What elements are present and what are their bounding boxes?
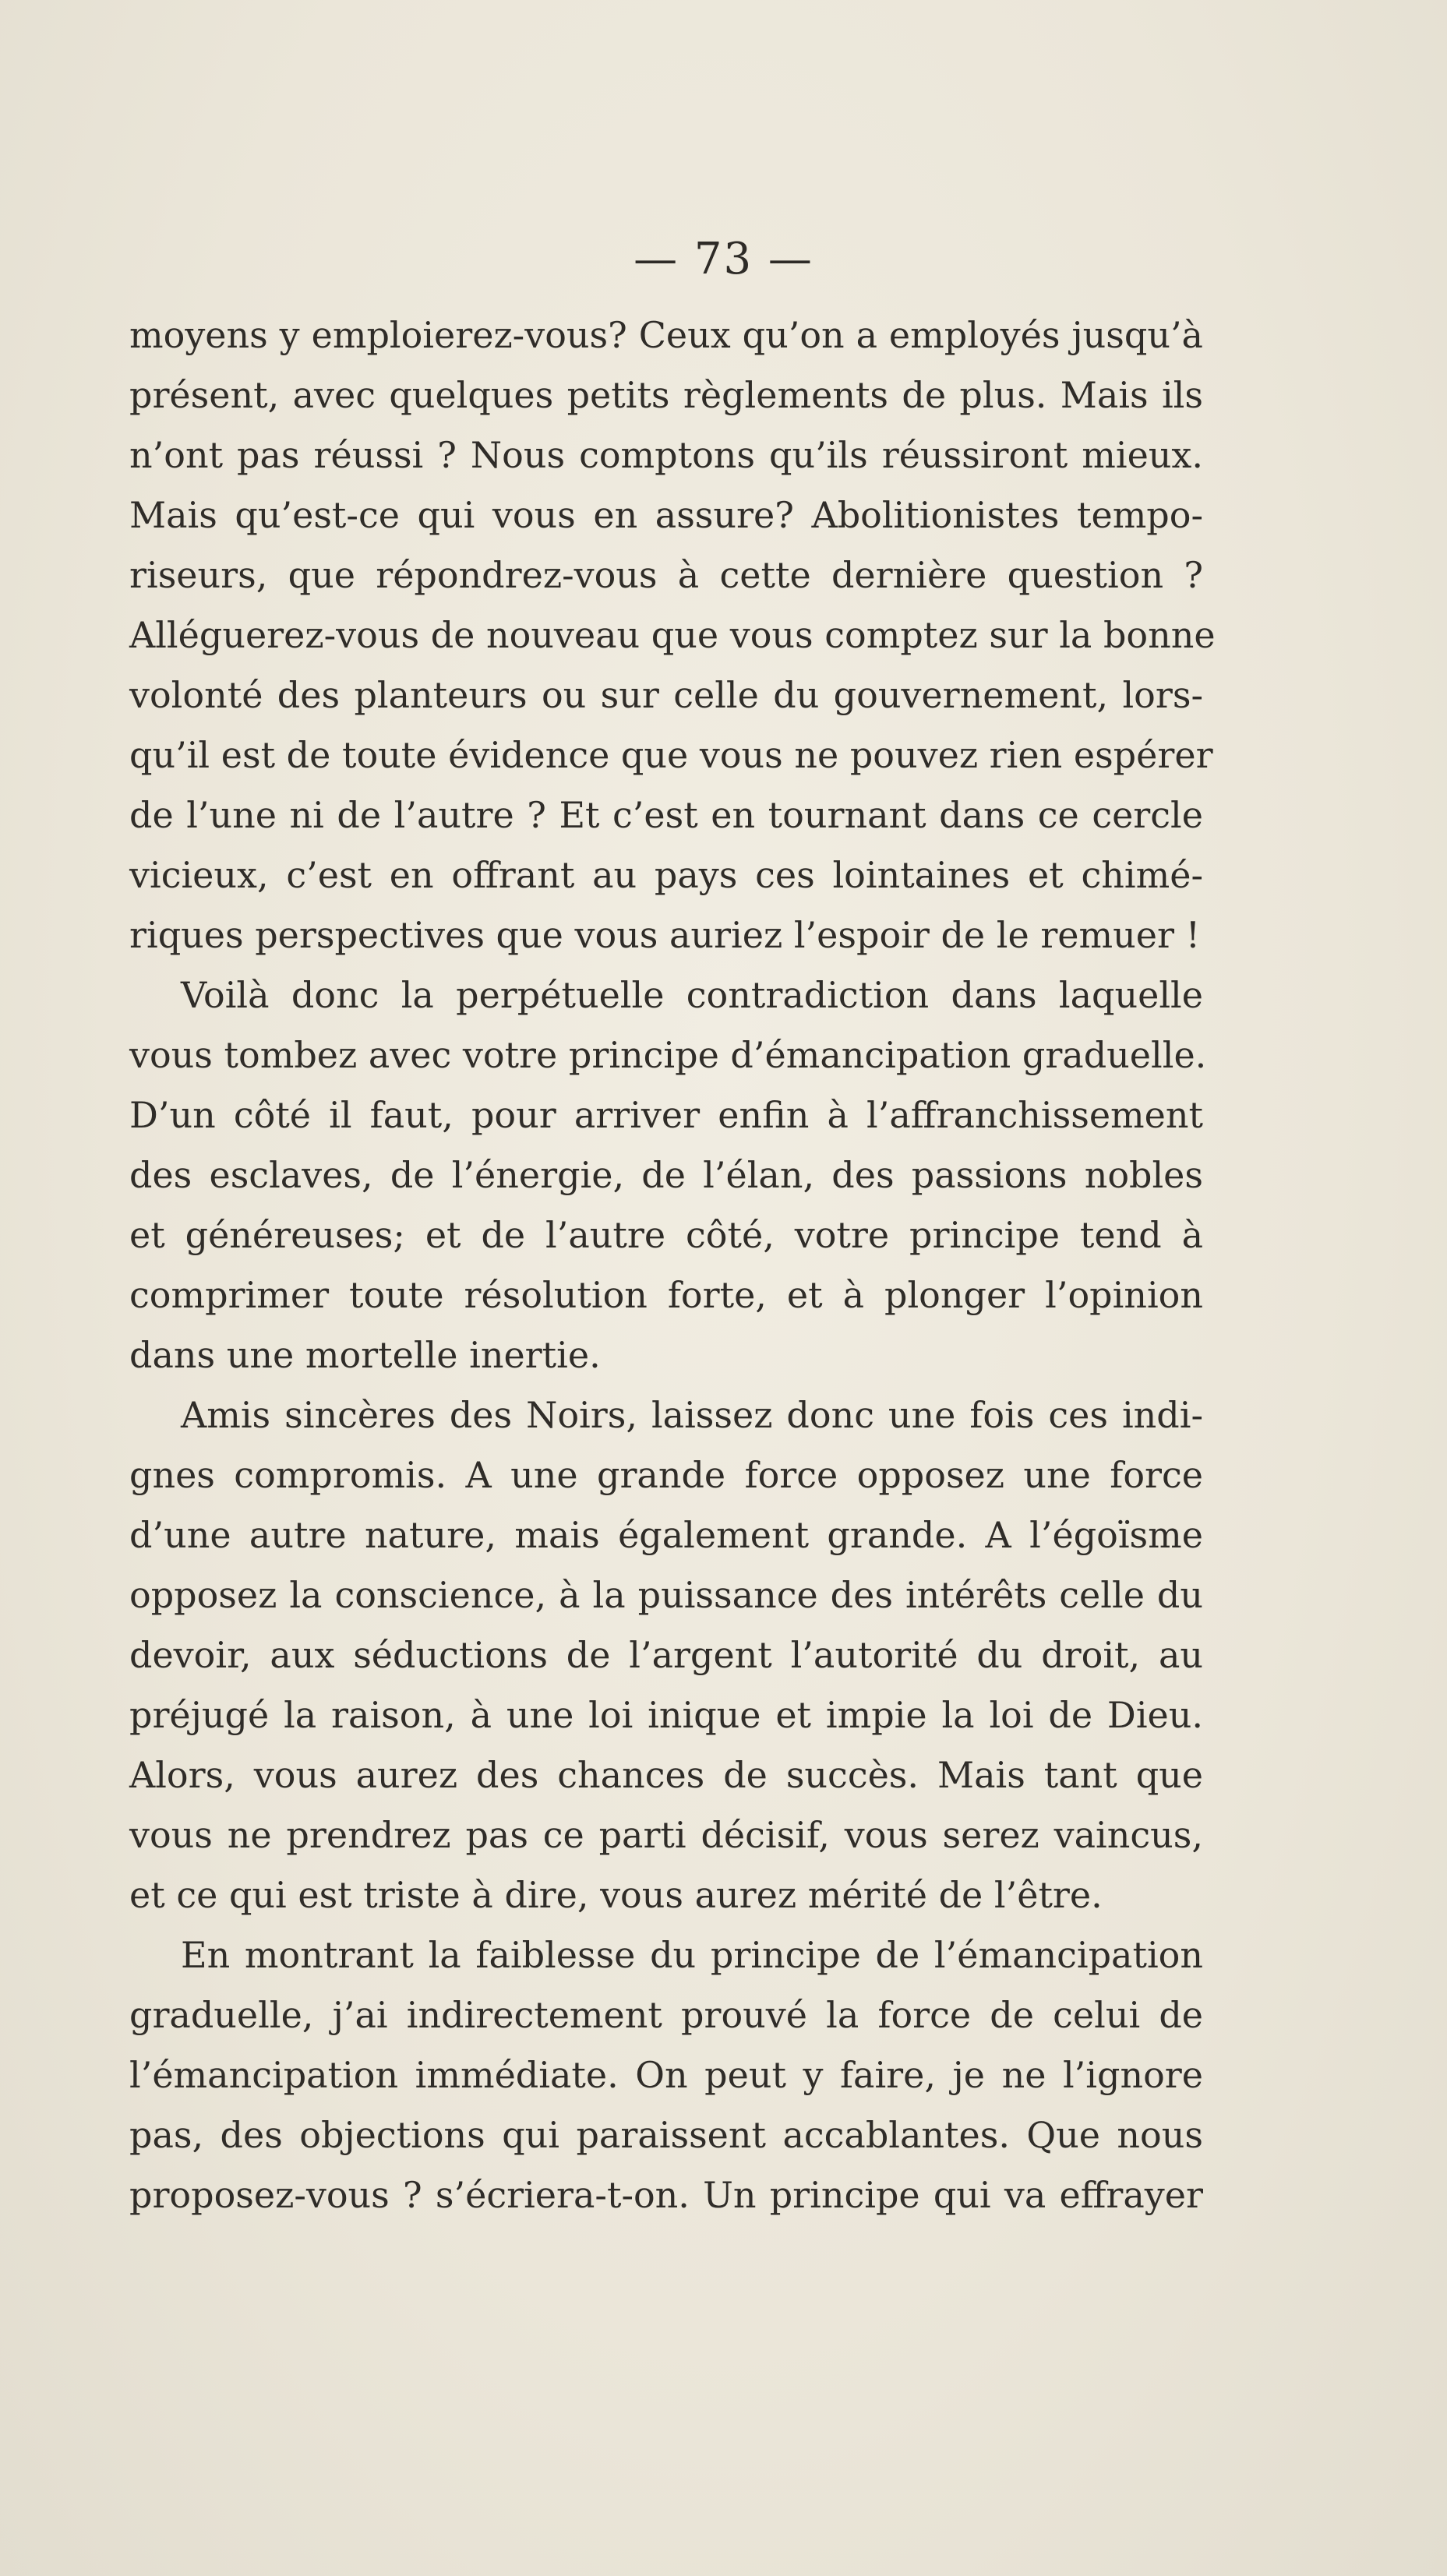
text-line: comprimer toute résolution forte, et à plonger l’opinion (129, 1274, 1203, 1316)
text-line: de l’une ni de l’autre ? Et c’est en tournant dans ce cercle (129, 794, 1203, 836)
text-line: pas, des objections qui paraissent accablantes. Que nous (129, 2114, 1203, 2156)
text-line: volonté des planteurs ou sur celle du gouvernement, lors- (129, 674, 1203, 716)
text-line: moyens y emploierez-vous? Ceux qu’on a employés jusqu’à (129, 314, 1203, 356)
text-line: graduelle, j’ai indirectement prouvé la force de celui de (129, 1994, 1203, 2036)
text-line: Alléguerez-vous de nouveau que vous comptez sur la bonne (129, 614, 1216, 656)
text-line: En montrant la faiblesse du principe de l’émancipation (181, 1934, 1203, 1976)
text-line: et généreuses; et de l’autre côté, votre principe tend à (129, 1214, 1203, 1256)
text-line: Mais qu’est-ce qui vous en assure? Abolitionistes tempo- (129, 494, 1203, 536)
text-line: d’une autre nature, mais également grande. A l’égoïsme (129, 1514, 1203, 1556)
text-line: Alors, vous aurez des chances de succès. Mais tant que (129, 1754, 1203, 1796)
text-line: Voilà donc la perpétuelle contradiction dans laquelle (181, 974, 1203, 1016)
text-line: devoir, aux séductions de l’argent l’autorité du droit, au (129, 1634, 1203, 1676)
body-text (129, 305, 1216, 2225)
text-line: des esclaves, de l’énergie, de l’élan, des passions nobles (129, 1154, 1203, 1196)
text-line: qu’il est de toute évidence que vous ne pouvez rien espérer (129, 734, 1213, 776)
page-number: — 73 — (634, 234, 813, 284)
text-line: vous tombez avec votre principe d’émancipation graduelle. (129, 1034, 1207, 1076)
text-line: l’émancipation immédiate. On peut y faire, je ne l’ignore (129, 2054, 1203, 2096)
text-line: présent, avec quelques petits règlements de plus. Mais ils (129, 374, 1203, 416)
text-line: proposez-vous ? s’écriera-t-on. Un principe qui va effrayer (129, 2174, 1203, 2216)
text-line: D’un côté il faut, pour arriver enfin à l’affranchissement (129, 1094, 1203, 1136)
text-line: dans une mortelle inertie. (129, 1334, 601, 1376)
text-line: vicieux, c’est en offrant au pays ces lointaines et chimé- (129, 854, 1203, 896)
text-line: riques perspectives que vous auriez l’espoir de le remuer ! (129, 914, 1201, 956)
text-line: Amis sincères des Noirs, laissez donc une fois ces indi- (181, 1394, 1203, 1436)
text-line: préjugé la raison, à une loi inique et impie la loi de Dieu. (129, 1694, 1203, 1736)
text-line: gnes compromis. A une grande force opposez une force (129, 1454, 1203, 1496)
text-line: opposez la conscience, à la puissance des intérêts celle du (129, 1574, 1203, 1616)
text-line: riseurs, que répondrez-vous à cette dernière question ? (129, 554, 1203, 596)
text-line: vous ne prendrez pas ce parti décisif, vous serez vaincus, (129, 1814, 1203, 1856)
text-line: n’ont pas réussi ? Nous comptons qu’ils réussiront mieux. (129, 434, 1203, 476)
text-line: et ce qui est triste à dire, vous aurez mérité de l’être. (129, 1874, 1103, 1916)
